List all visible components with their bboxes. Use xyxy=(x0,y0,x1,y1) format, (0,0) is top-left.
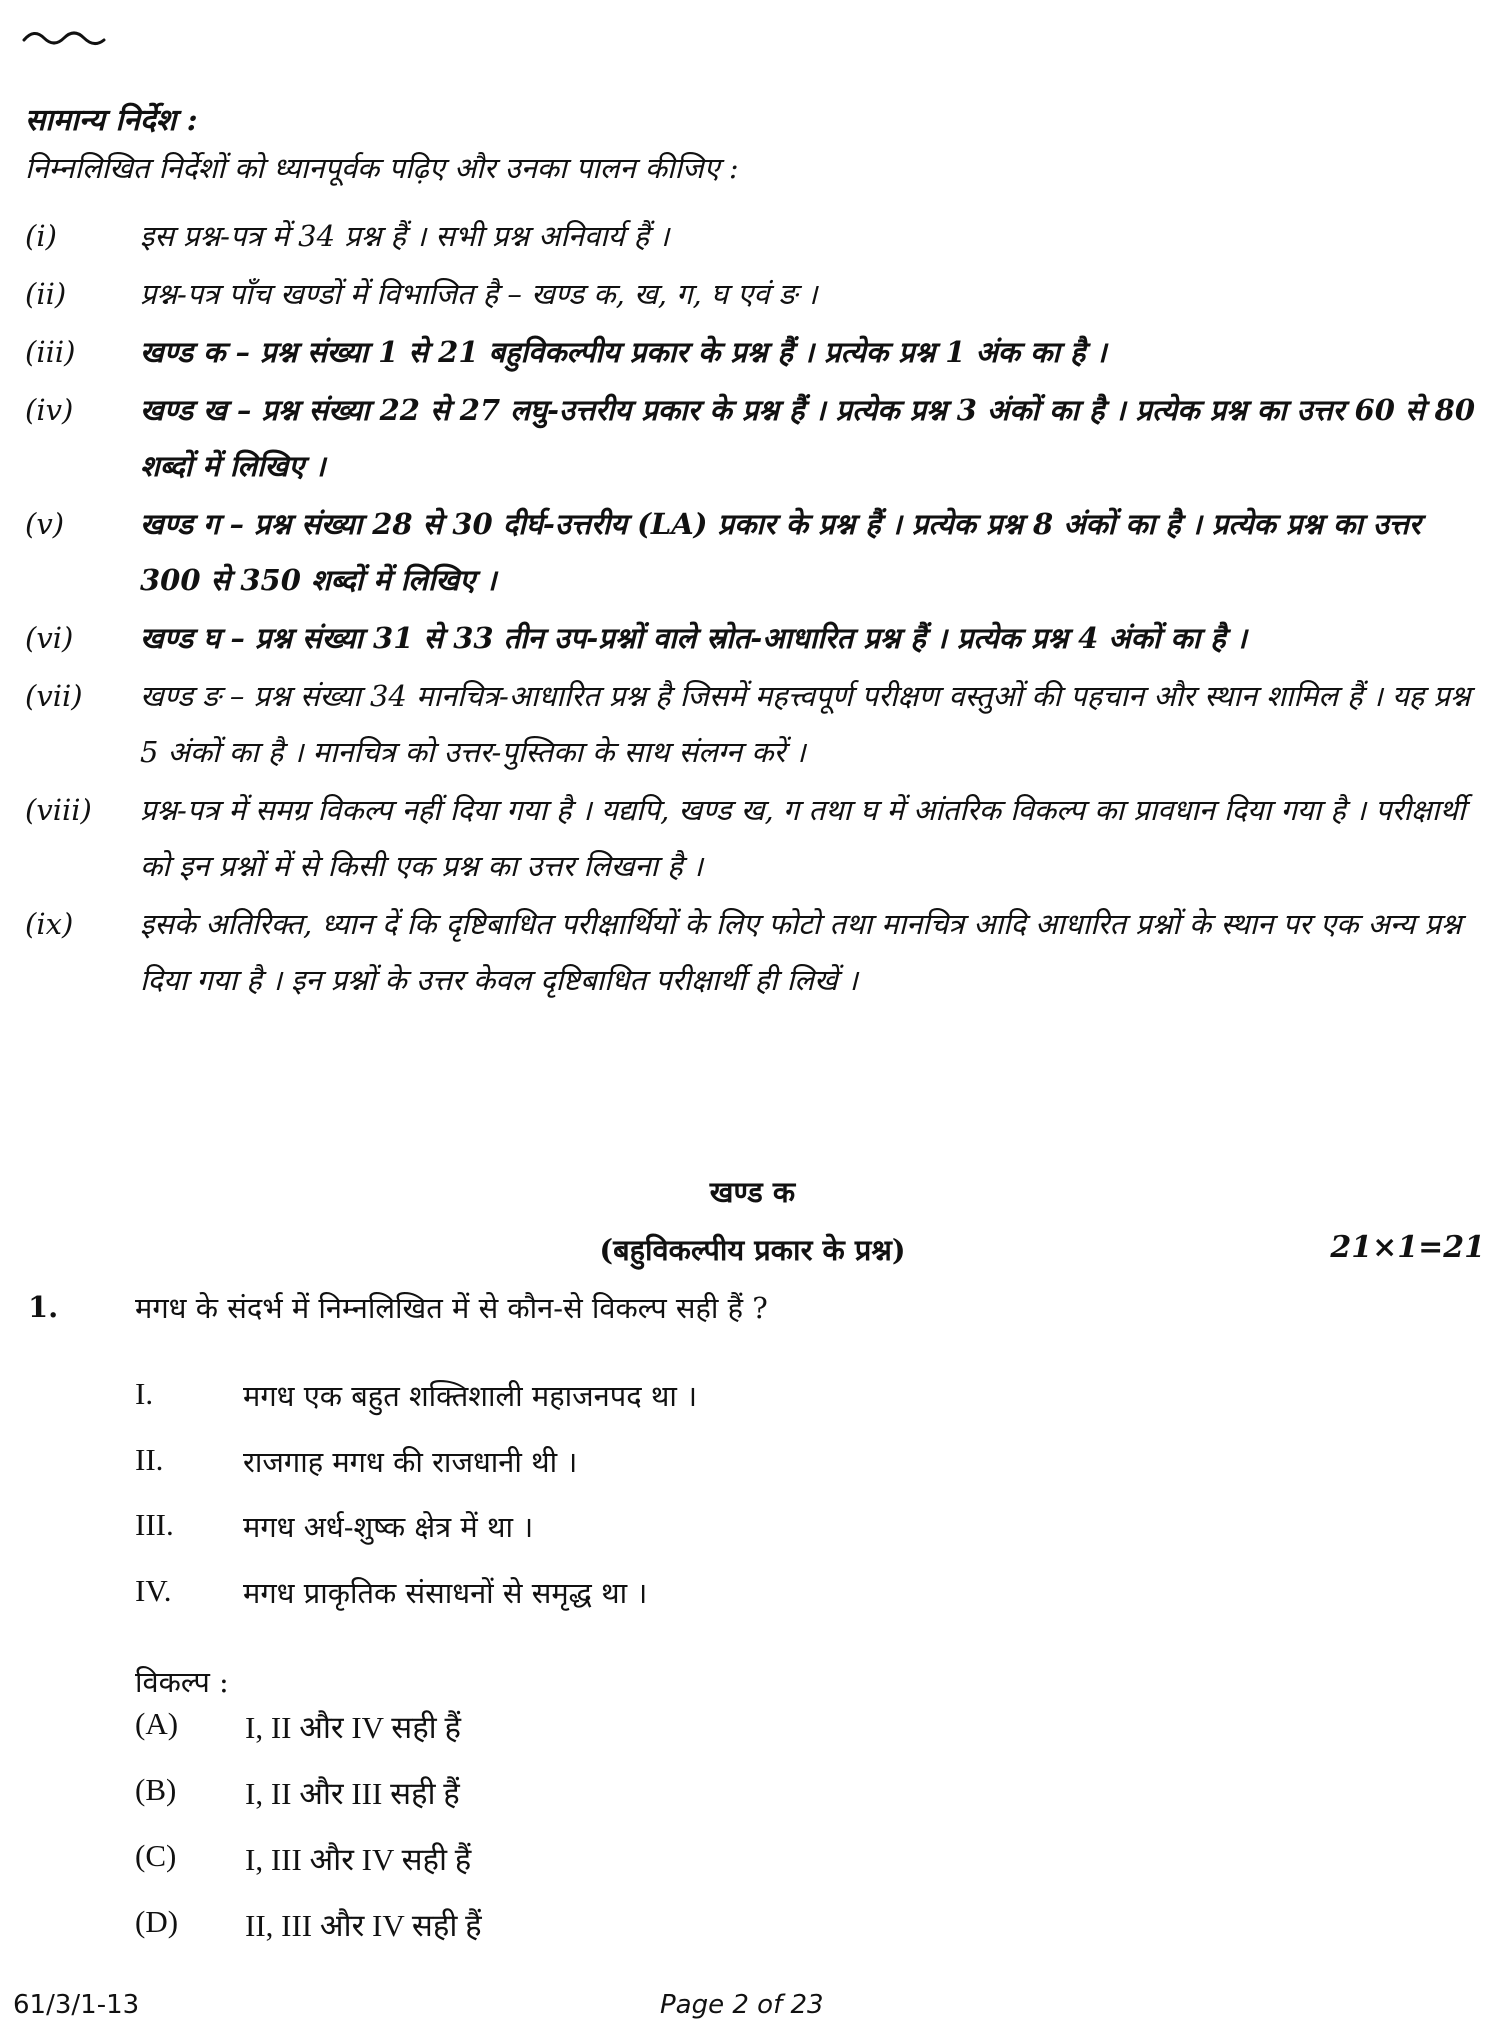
instruction-number: (ii) xyxy=(25,277,67,311)
instruction-item xyxy=(25,266,1485,322)
instruction-number: (iii) xyxy=(25,335,76,369)
option-d[interactable] xyxy=(135,1904,482,1946)
option-text: I, III और IV सही हैं xyxy=(245,1842,472,1877)
instruction-text: खण्ड घ – प्रश्न संख्या 31 से 33 तीन उप-प्रश्नों वाले स्रोत-आधारित प्रश्न हैं । प्रत्येक प्रश्न 4 अंकों का है । xyxy=(140,621,1247,655)
option-label: (D) xyxy=(135,1904,179,1939)
option-label: (C) xyxy=(135,1838,177,1873)
instruction-number: (ix) xyxy=(25,907,74,941)
option-b[interactable] xyxy=(135,1772,460,1814)
instruction-item xyxy=(25,782,1485,894)
statement-text: मगध एक बहुत शक्तिशाली महाजनपद था । xyxy=(243,1379,698,1413)
statement-number: III. xyxy=(135,1507,174,1542)
instruction-text: प्रश्न-पत्र पाँच खण्डों में विभाजित है – खण्ड क, ख, ग, घ एवं ङ । xyxy=(140,277,818,311)
option-text: I, II और IV सही हैं xyxy=(245,1710,461,1745)
statement-number: I. xyxy=(135,1376,154,1411)
instruction-item xyxy=(25,496,1485,608)
instruction-item xyxy=(25,208,1485,264)
instruction-item xyxy=(25,896,1485,1008)
option-text: II, III और IV सही हैं xyxy=(245,1908,482,1943)
instruction-number: (iv) xyxy=(25,393,74,427)
instruction-text: खण्ड ग – प्रश्न संख्या 28 से 30 दीर्घ-उत्तरीय (LA) प्रकार के प्रश्न हैं । प्रत्येक प्रश्न 8 अंकों का है । प्रत्येक प्रश्न का उत्तर 300 से 350 शब्दों में लिखिए । xyxy=(140,507,1421,597)
paper-code: 61/3/1-13 xyxy=(13,1990,140,2020)
instruction-item xyxy=(25,668,1485,780)
statement-item xyxy=(135,1507,533,1546)
instructions-list xyxy=(25,208,1485,1008)
instruction-item xyxy=(25,610,1485,666)
instruction-number: (vii) xyxy=(25,679,83,713)
statement-item xyxy=(135,1442,577,1481)
statement-text: मगध प्राकृतिक संसाधनों से समृद्ध था । xyxy=(243,1576,648,1610)
instruction-text: खण्ड ङ – प्रश्न संख्या 34 मानचित्र-आधारित प्रश्न है जिसमें महत्त्वपूर्ण परीक्षण वस्तुओं की पहचान और स्थान शामिल हैं । यह प्रश्न 5 अंकों का है । मानचित्र को उत्तर-पुस्तिका के साथ संलग्न करें । xyxy=(140,679,1471,769)
instruction-number: (vi) xyxy=(25,621,74,655)
statement-number: IV. xyxy=(135,1573,172,1608)
option-text: I, II और III सही हैं xyxy=(245,1776,460,1811)
option-label: (B) xyxy=(135,1772,177,1807)
instruction-number: (v) xyxy=(25,507,65,541)
instruction-item xyxy=(25,324,1485,380)
option-label: (A) xyxy=(135,1706,179,1741)
option-c[interactable] xyxy=(135,1838,471,1880)
section-subtitle: (बहुविकल्पीय प्रकार के प्रश्न) xyxy=(599,1233,906,1267)
general-instructions-title: सामान्य निर्देश : xyxy=(25,103,198,138)
option-a[interactable] xyxy=(135,1706,461,1748)
section-title: खण्ड क xyxy=(709,1175,796,1209)
instruction-item xyxy=(25,382,1485,494)
question-number: 1. xyxy=(28,1290,59,1324)
instruction-number: (viii) xyxy=(25,793,92,827)
instruction-text: इसके अतिरिक्त, ध्यान दें कि दृष्टिबाधित परीक्षार्थियों के लिए फोटो तथा मानचित्र आदि आधारित प्रश्नों के स्थान पर एक अन्य प्रश्न दिया गया है । इन प्रश्नों के उत्तर केवल दृष्टिबाधित परीक्षार्थी ही लिखें । xyxy=(140,907,1462,997)
instruction-text: इस प्रश्न-पत्र में 34 प्रश्न हैं । सभी प्रश्न अनिवार्य हैं । xyxy=(140,219,670,253)
instruction-text: प्रश्न-पत्र में समग्र विकल्प नहीं दिया गया है । यद्यपि, खण्ड ख, ग तथा घ में आंतरिक विकल्प का प्रावधान दिया गया है । परीक्षार्थी को इन प्रश्नों में से किसी एक प्रश्न का उत्तर लिखना है । xyxy=(140,793,1466,883)
section-marks: 21×1=21 xyxy=(1330,1230,1485,1265)
general-instructions-intro: निम्नलिखित निर्देशों को ध्यानपूर्वक पढ़िए और उनका पालन कीजिए : xyxy=(25,151,739,185)
statement-item xyxy=(135,1573,647,1612)
statement-text: राजगाह मगध की राजधानी थी । xyxy=(243,1445,578,1479)
page-number: Page 2 of 23 xyxy=(660,1990,824,2020)
options-label: विकल्प : xyxy=(135,1665,229,1699)
instruction-text: खण्ड ख – प्रश्न संख्या 22 से 27 लघु-उत्तरीय प्रकार के प्रश्न हैं । प्रत्येक प्रश्न 3 अंकों का है । प्रत्येक प्रश्न का उत्तर 60 से 80 शब्दों में लिखिए । xyxy=(140,393,1476,483)
statement-number: II. xyxy=(135,1442,164,1477)
instruction-text: खण्ड क – प्रश्न संख्या 1 से 21 बहुविकल्पीय प्रकार के प्रश्न हैं । प्रत्येक प्रश्न 1 अंक का है । xyxy=(140,335,1107,369)
question-text: मगध के संदर्भ में निम्नलिखित में से कौन-से विकल्प सही हैं ? xyxy=(135,1291,768,1325)
statement-item xyxy=(135,1376,697,1415)
instruction-number: (i) xyxy=(25,219,57,253)
wave-squiggle-icon xyxy=(22,22,112,52)
statement-text: मगध अर्ध-शुष्क क्षेत्र में था । xyxy=(243,1510,534,1544)
